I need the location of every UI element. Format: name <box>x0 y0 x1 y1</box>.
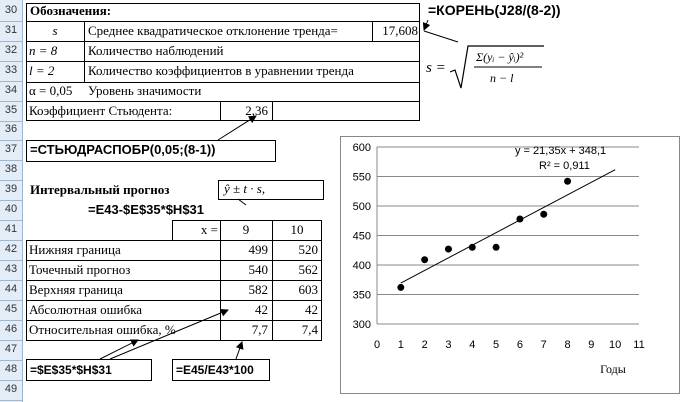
row-number[interactable]: 49 <box>4 383 18 395</box>
row-number[interactable]: 44 <box>4 283 18 295</box>
row-number[interactable]: 32 <box>4 44 18 56</box>
row-rel-error-v1[interactable]: 7,7 <box>251 322 268 337</box>
student-label: Коэффициент Стьюдента: <box>29 103 173 118</box>
row-upper-label: Верхняя граница <box>29 282 123 297</box>
x-tick-label: 8 <box>564 339 571 351</box>
x-value-10: 10 <box>290 222 304 237</box>
abs-error-formula: =$E$35*$H$31 <box>30 363 112 377</box>
koren-formula: =КОРЕНЬ(J28/(8-2)) <box>428 2 561 18</box>
row-upper-v1[interactable]: 582 <box>248 282 268 297</box>
sd-formula-lhs: s = <box>426 60 446 76</box>
row-number[interactable]: 45 <box>4 303 18 315</box>
interval-formula: ŷ ± t · s, <box>224 181 266 196</box>
trend-chart-svg <box>341 137 679 393</box>
y-tick-label: 400 <box>352 260 371 272</box>
r-squared: R² = 0,911 <box>539 160 590 172</box>
row-point-label: Точечный прогноз <box>29 262 131 277</box>
row-lower-label: Нижняя граница <box>29 242 121 257</box>
row-number[interactable]: 33 <box>4 64 18 76</box>
x-label: x = <box>200 222 218 237</box>
row-number[interactable]: 30 <box>4 4 18 16</box>
row-number[interactable]: 34 <box>4 84 18 96</box>
row-number[interactable]: 38 <box>4 163 18 175</box>
data-point <box>540 211 547 218</box>
sd-symbol: s <box>52 23 58 38</box>
row-number[interactable]: 35 <box>4 104 18 116</box>
y-tick-label: 300 <box>352 319 371 331</box>
row-rel-error-v2[interactable]: 7,4 <box>301 322 318 337</box>
row-number[interactable]: 39 <box>4 183 18 195</box>
y-tick-label: 450 <box>352 230 371 243</box>
n-label: Количество наблюдений <box>88 43 224 58</box>
data-point <box>516 215 523 222</box>
row-point-v1[interactable]: 540 <box>248 262 268 277</box>
data-point <box>564 178 571 185</box>
row-number[interactable]: 31 <box>4 24 18 36</box>
row-abs-error-v2[interactable]: 42 <box>305 302 318 317</box>
row-lower-v2[interactable]: 520 <box>298 242 318 257</box>
data-point <box>445 246 452 253</box>
sd-value[interactable]: 17,608 <box>382 23 418 38</box>
y-tick-label: 350 <box>352 289 371 302</box>
trend-chart[interactable] <box>340 136 680 394</box>
n-symbol: n = 8 <box>29 43 58 58</box>
row-abs-error-label: Абсолютная ошибка <box>29 302 143 317</box>
row-lower-v1[interactable]: 499 <box>248 242 268 257</box>
row-number[interactable]: 41 <box>4 223 18 235</box>
l-symbol: l = 2 <box>29 63 55 78</box>
x-tick-label: 10 <box>609 339 622 351</box>
row-upper-v2[interactable]: 603 <box>298 282 318 297</box>
row-number[interactable]: 42 <box>4 243 18 255</box>
row-number[interactable]: 43 <box>4 263 18 275</box>
row-number[interactable]: 48 <box>4 363 18 375</box>
data-point <box>493 244 500 251</box>
row-rel-error-label: Относительная ошибка, % <box>29 322 176 337</box>
trend-line <box>401 170 615 283</box>
studraspobr-formula: =СТЬЮДРАСПОБР(0,05;(8-1)) <box>30 142 216 157</box>
trend-equation: y = 21,35x + 348,1 <box>515 145 607 157</box>
x-tick-label: 5 <box>493 339 500 351</box>
x-tick-label: 9 <box>588 339 595 351</box>
sd-formula-num: Σ(yᵢ − ŷᵢ)² <box>476 50 524 64</box>
data-point <box>421 256 428 263</box>
x-tick-label: 7 <box>540 339 547 351</box>
x-axis-label: Годы <box>600 362 626 376</box>
row-number[interactable]: 36 <box>4 123 18 135</box>
y-tick-label: 600 <box>352 142 371 154</box>
x-tick-label: 3 <box>445 339 452 351</box>
x-tick-label: 4 <box>469 339 476 351</box>
row-point-v2[interactable]: 562 <box>298 262 318 277</box>
y-tick-label: 550 <box>352 171 371 184</box>
x-tick-label: 6 <box>516 339 523 351</box>
row-number[interactable]: 46 <box>4 323 18 335</box>
row-number[interactable]: 47 <box>4 343 18 355</box>
sd-label: Среднее квадратическое отклонение тренда= <box>88 23 338 38</box>
x-tick-label: 2 <box>421 339 428 351</box>
data-point <box>469 244 476 251</box>
alpha-label: Уровень значимости <box>88 83 202 98</box>
y-tick-label: 500 <box>352 201 371 213</box>
x-tick-label: 1 <box>397 339 404 351</box>
rel-error-formula: =E45/E43*100 <box>176 363 254 377</box>
sd-formula-den: n − l <box>490 71 514 85</box>
l-label: Количество коэффициентов в уравнении тренда <box>88 63 354 78</box>
x-value-9: 9 <box>242 222 250 237</box>
row-number[interactable]: 40 <box>4 203 18 215</box>
row-abs-error-v1[interactable]: 42 <box>255 302 268 317</box>
notation-title: Обозначения: <box>30 3 112 18</box>
lower-bound-formula: =E43-$E$35*$H$31 <box>88 202 205 217</box>
x-tick-label: 0 <box>373 339 381 351</box>
data-point <box>397 284 404 291</box>
alpha-symbol: α = 0,05 <box>29 83 73 98</box>
x-tick-label: 11 <box>633 339 645 351</box>
interval-title: Интервальный прогноз <box>30 182 170 197</box>
student-value[interactable]: 2,36 <box>245 103 268 118</box>
row-number[interactable]: 37 <box>4 143 18 155</box>
